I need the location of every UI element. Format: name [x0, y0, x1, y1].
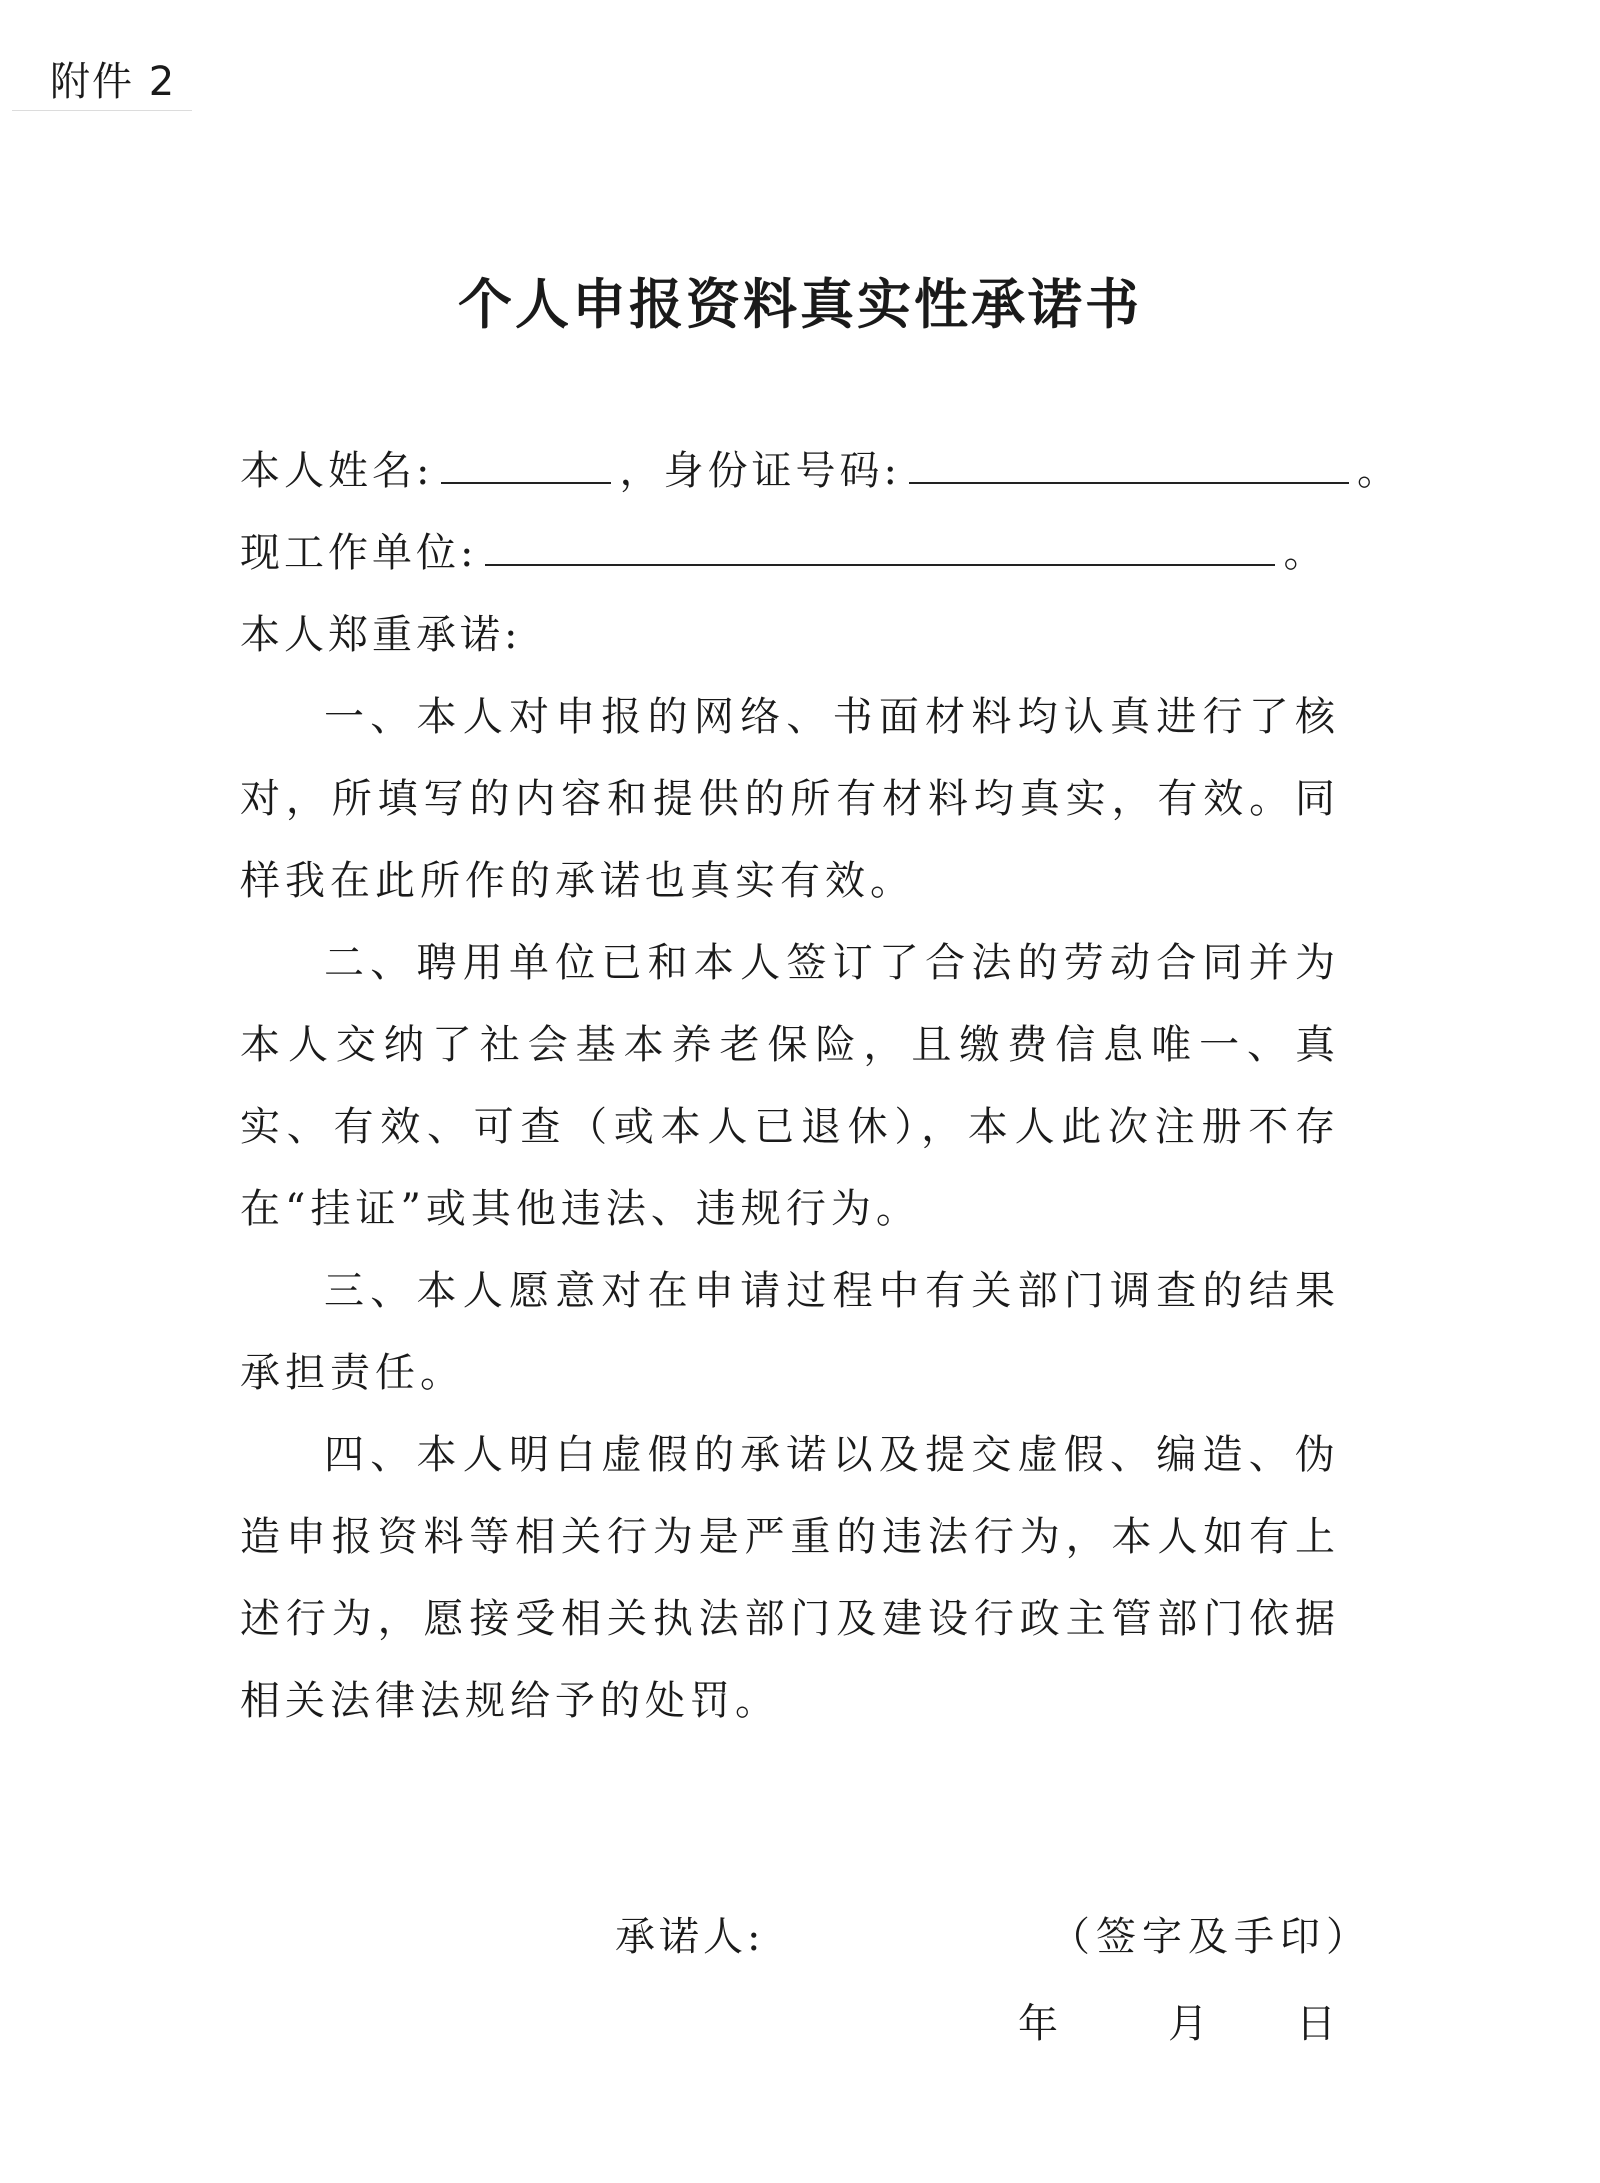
- signature-note: （签字及手印）: [1050, 1914, 1372, 1960]
- name-label: 本人姓名:: [240, 448, 434, 494]
- work-unit-line: [240, 512, 1340, 594]
- pledge-clause-3: 三、本人愿意对在申请过程中有关部门调查的结果承担责任。: [240, 1268, 1340, 1396]
- date-year-label: 年: [1018, 2001, 1058, 2047]
- pledge-clause-2: 二、聘用单位已和本人签订了合法的劳动合同并为本人交纳了社会基本养老保险，且缴费信息唯一、真实、有效、可查（或本人已退休），本人此次注册不存在“挂证”或其他违法、违规行为。: [240, 940, 1340, 1232]
- work-unit-blank: [485, 530, 1275, 566]
- date-day-label: 日: [1296, 2001, 1336, 2047]
- signatory-label: 承诺人:: [615, 1914, 765, 1960]
- attachment-divider: [12, 110, 192, 111]
- name-id-line: [240, 430, 1401, 512]
- name-blank: [441, 448, 611, 484]
- pledge-intro: 本人郑重承诺:: [240, 612, 522, 658]
- pledge-clauses: [240, 676, 1340, 1742]
- id-number-blank: [909, 448, 1349, 484]
- document-body: [240, 430, 1401, 1742]
- attachment-label: 附件 2: [50, 59, 177, 105]
- work-unit-label: 现工作单位:: [240, 530, 478, 576]
- date-line: [1018, 1992, 1336, 2049]
- pledge-clause-1: 一、本人对申报的网络、书面材料均认真进行了核对，所填写的内容和提供的所有材料均真实，有效。同样我在此所作的承诺也真实有效。: [240, 694, 1340, 904]
- pledge-clause-4: 四、本人明白虚假的承诺以及提交虚假、编造、伪造申报资料等相关行为是严重的违法行为，本人如有上述行为，愿接受相关执法部门及建设行政主管部门依据相关法律法规给予的处罚。: [240, 1432, 1340, 1724]
- date-month-label: 月: [1168, 2001, 1208, 2047]
- line2-end: 。: [1283, 530, 1328, 576]
- line1-end: 。: [1356, 448, 1401, 494]
- id-label: ，身份证号码:: [619, 448, 901, 494]
- document-title: 个人申报资料真实性承诺书: [458, 273, 1142, 336]
